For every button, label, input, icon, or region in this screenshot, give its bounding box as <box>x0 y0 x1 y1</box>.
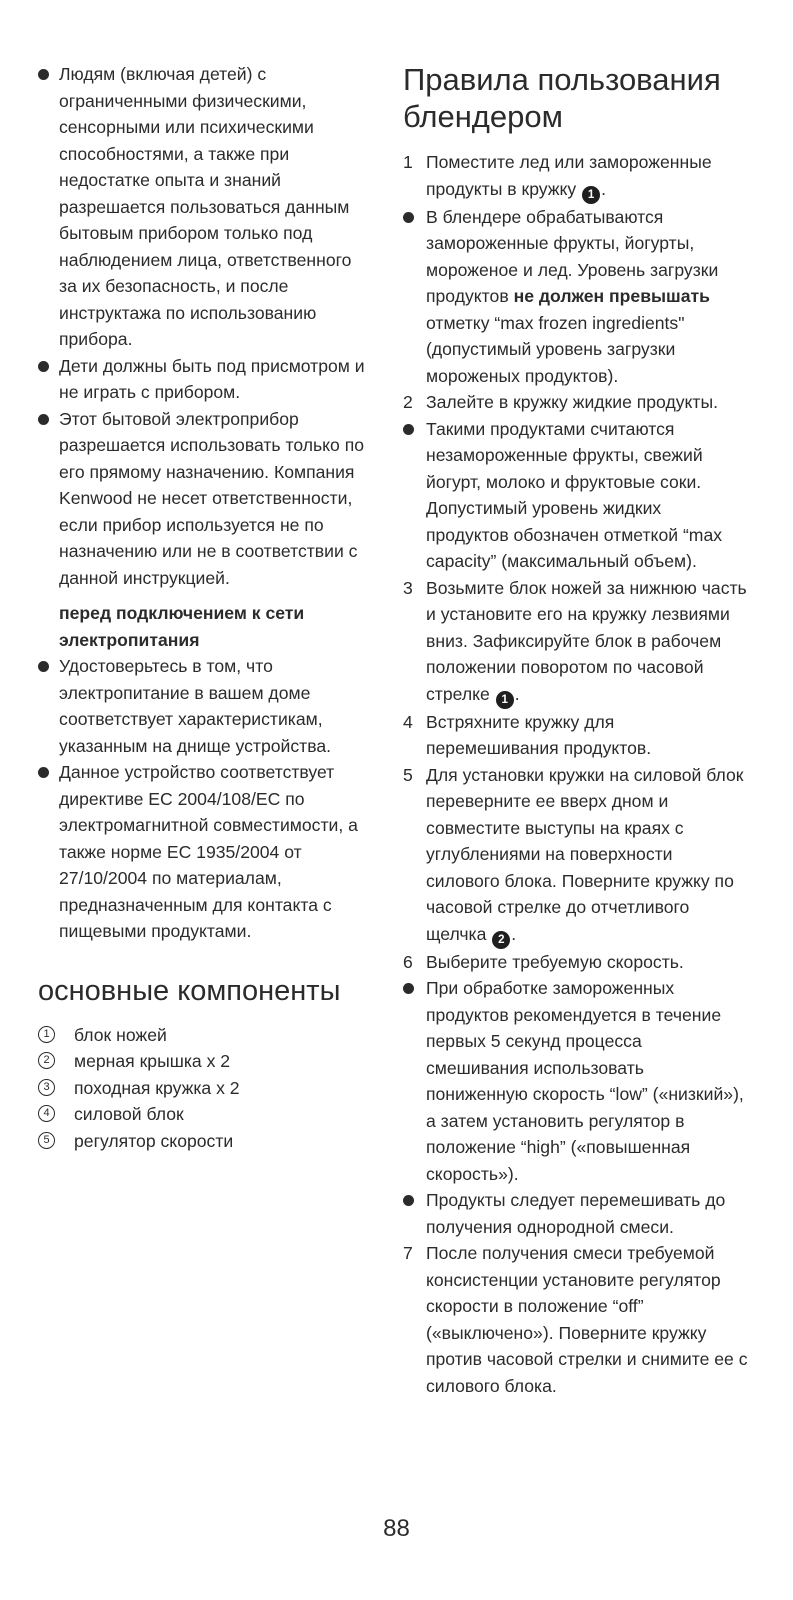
step-item <box>403 949 748 976</box>
list-item <box>403 204 748 390</box>
step-text-main: Возьмите блок ножей за нижнюю часть и установите его на кружку лезвиями вниз. Зафиксируйте блок в рабочем положении поворотом по часовой стрелке <box>426 577 747 704</box>
bullet-icon <box>38 361 49 372</box>
step-item <box>403 389 748 416</box>
step-item <box>403 762 748 949</box>
list-item-text: Такими продуктами считаются незамороженные фрукты, свежий йогурт, молоко и фруктовые соки. Допустимый уровень жидких продуктов обозначен отметкой “max capacity” (максимальный объем). <box>426 418 723 571</box>
step-text-end: . <box>601 178 607 199</box>
figure-ref-badge: 2 <box>492 931 510 949</box>
section-subheading: перед подключением к сети электропитания <box>59 603 305 650</box>
list-item <box>38 653 373 759</box>
step-text <box>426 762 748 949</box>
bullet-icon <box>38 69 49 80</box>
component-label: силовой блок <box>74 1104 184 1124</box>
component-label: походная кружка х 2 <box>74 1077 240 1098</box>
step-item <box>403 149 748 204</box>
list-item <box>403 1187 748 1240</box>
bullet-icon <box>403 983 414 994</box>
list-item-text: Данное устройство соответствует директиве ЕС 2004/108/ЕС по электромагнитной совместимости, а также норме ЕС 1935/2004 от 27/10/2004 по материалам, предназначенным для контакта с пищевыми продуктами. <box>59 762 358 941</box>
step-text-main: Поместите лед или замороженные продукты в кружку <box>426 152 712 199</box>
bullet-icon <box>38 414 49 425</box>
circled-number-icon: 5 <box>38 1132 55 1149</box>
emphasis-text: не должен превышать <box>513 286 710 306</box>
step-number: 3 <box>403 577 413 598</box>
figure-ref-badge: 1 <box>582 186 600 204</box>
component-item <box>38 1048 373 1075</box>
component-item <box>38 1101 373 1128</box>
list-item-text: При обработке замороженных продуктов рекомендуется в течение первых 5 секунд процесса смешивания использовать пониженную скорость “low” («низкий»), а затем установить регулятор в положение “high” («повышенная скорость»). <box>426 978 744 1184</box>
step-item <box>403 575 748 709</box>
list-item <box>403 416 748 575</box>
left-column <box>38 61 373 1154</box>
step-number: 4 <box>403 711 413 732</box>
components-heading: основные компоненты <box>38 974 341 1007</box>
list-item-text: Людям (включая детей) с ограниченными физическими, сенсорными или психическими способностями, а также при недостатке опыта и знаний разрешается пользоваться данным бытовым прибором только под наблюдением лица, ответственного за их безопасность, и после инструктажа по использованию прибора. <box>59 64 352 349</box>
step-text: Встряхните кружку для перемешивания продуктов. <box>426 711 652 758</box>
step-number: 2 <box>403 392 413 412</box>
list-item-text: Дети должны быть под присмотром и не играть с прибором. <box>59 355 365 402</box>
step-text: После получения смеси требуемой консистенции установите регулятор скорости в положение “off” («выключено»). Поверните кружку против часовой стрелки и снимите ее с силового блока. <box>426 1243 748 1396</box>
step-text-end: . <box>511 923 517 944</box>
step-number: 1 <box>403 152 413 172</box>
list-item <box>38 406 373 592</box>
component-item <box>38 1075 373 1102</box>
circled-number-icon: 2 <box>38 1052 55 1069</box>
list-text-after: отметку “max frozen ingredients" (допустимый уровень загрузки мороженых продуктов). <box>426 312 685 386</box>
component-label: блок ножей <box>74 1024 167 1045</box>
bullet-icon <box>403 212 414 223</box>
step-item <box>403 709 748 762</box>
step-item <box>403 1240 748 1399</box>
component-label: мерная крышка х 2 <box>74 1051 231 1071</box>
component-label: регулятор скорости <box>74 1130 234 1151</box>
circled-number-icon: 4 <box>38 1105 55 1122</box>
list-item-text: Удостоверьтесь в том, что электропитание в вашем доме соответствует характеристикам, указанным на днище устройства. <box>59 656 332 756</box>
page-title: Правила пользования блендером <box>403 62 721 134</box>
list-item-text <box>426 204 748 390</box>
right-column <box>403 61 748 1399</box>
step-text: Залейте в кружку жидкие продукты. <box>426 392 719 412</box>
step-number: 6 <box>403 951 413 972</box>
list-item-text: Этот бытовой электроприбор разрешается использовать только по его прямому назначению. Компания Kenwood не несет ответственности, если прибор используется не по назначению или не в соответствии с данной инструкцией. <box>59 408 365 588</box>
list-item-text: Продукты следует перемешивать до получения однородной смеси. <box>426 1190 726 1237</box>
bullet-icon <box>403 424 414 435</box>
bullet-icon <box>38 767 49 778</box>
bullet-icon <box>38 661 49 672</box>
figure-ref-badge: 1 <box>496 691 514 709</box>
list-item <box>38 759 373 945</box>
step-text <box>426 149 748 204</box>
list-text-before: В блендере обрабатываются замороженные фрукты, йогурты, мороженое и лед. Уровень загрузки продуктов <box>426 206 719 306</box>
list-item <box>38 61 373 353</box>
component-item <box>38 1022 373 1049</box>
step-text: Выберите требуемую скорость. <box>426 951 684 972</box>
step-number: 7 <box>403 1243 413 1263</box>
step-number: 5 <box>403 764 413 785</box>
component-item <box>38 1128 373 1155</box>
circled-number-icon: 1 <box>38 1026 55 1043</box>
list-item <box>38 353 373 406</box>
bullet-icon <box>403 1195 414 1206</box>
page-number: 88 <box>383 1515 410 1542</box>
circled-number-icon: 3 <box>38 1079 55 1096</box>
step-text <box>426 575 748 709</box>
list-item <box>403 975 748 1187</box>
step-text-end: . <box>514 683 520 704</box>
step-text-main: Для установки кружки на силовой блок переверните ее вверх дном и совместите выступы на краях с углублениями на поверхности силового блока. Поверните кружку по часовой стрелке до отчетливого щелчка <box>426 764 744 944</box>
